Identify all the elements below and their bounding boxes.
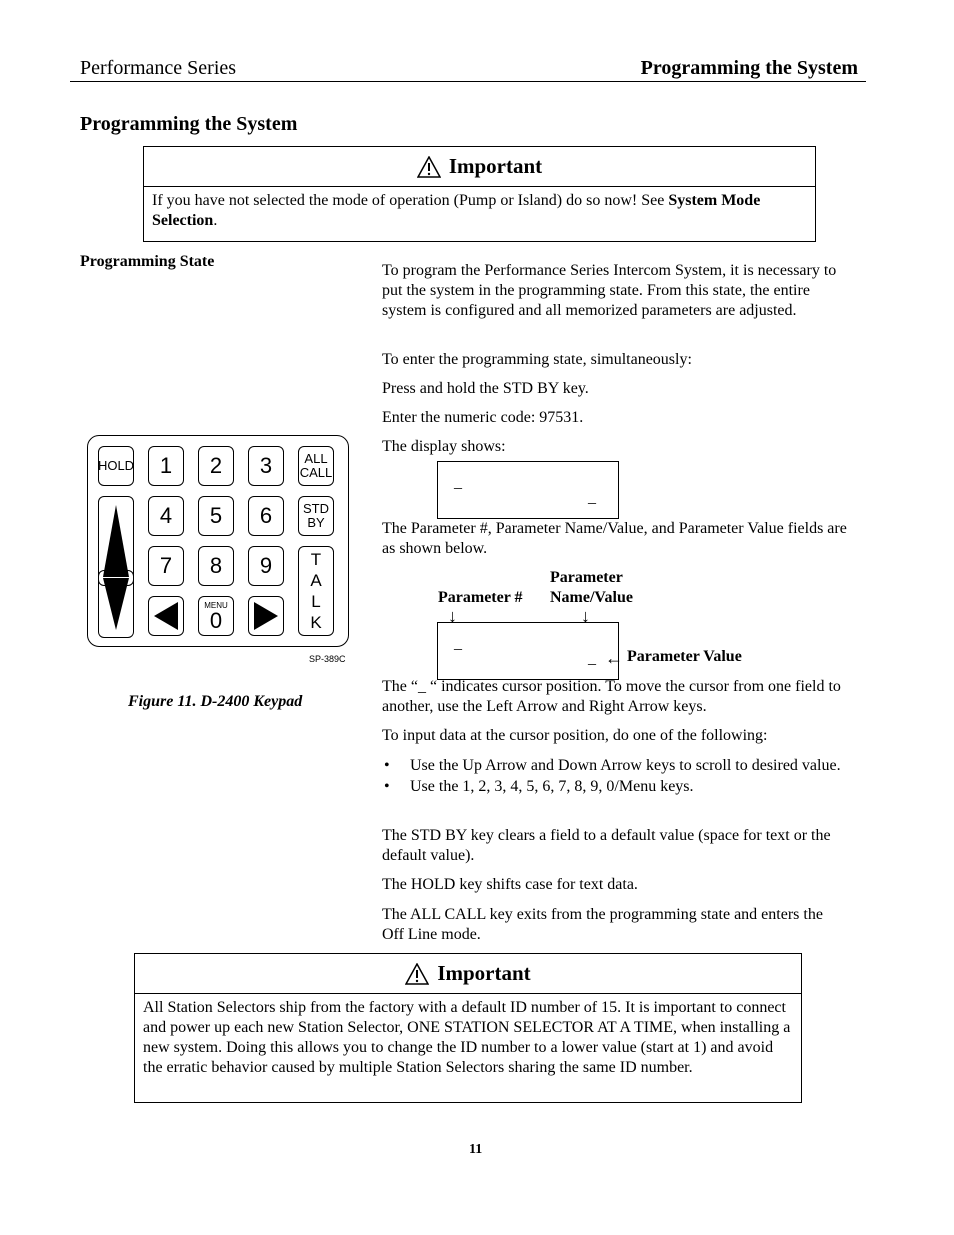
right-arrow-key — [248, 596, 284, 636]
std-by-label-2: BY — [307, 515, 325, 530]
input-methods-list — [382, 756, 842, 798]
display-cursor-2: _ — [588, 489, 596, 506]
para-stdby: The STD BY key clears a field to a default value (space for text or the default value). — [382, 827, 831, 864]
display-example-1 — [437, 461, 619, 519]
d2400-keypad-figure — [87, 435, 349, 647]
all-call-label-1: ALL — [304, 451, 328, 466]
std-by-label-1: STD — [303, 501, 329, 516]
key-2-label: 2 — [209, 453, 223, 478]
down-arrow-key — [98, 570, 134, 638]
key-9-label: 9 — [259, 553, 273, 578]
key-6-label: 6 — [259, 503, 273, 528]
para-allcall: The ALL CALL key exits from the programming state and enters the Off Line mode. — [382, 906, 823, 943]
important-box-2-title — [135, 954, 801, 994]
param-number-label: Parameter # — [438, 589, 523, 606]
para-input-data: To input data at the cursor position, do one of the following: — [382, 727, 768, 744]
page-number: 11 — [469, 1142, 483, 1157]
talk-key — [298, 546, 334, 636]
figure-caption: Figure 11. D-2400 Keypad — [128, 693, 303, 710]
list-item: • Use the 1, 2, 3, 4, 5, 6, 7, 8, 9, 0/Menu keys. — [382, 777, 842, 797]
key-7-label: 7 — [159, 553, 173, 578]
list-item: • Use the Up Arrow and Down Arrow keys to scroll to desired value. — [382, 756, 842, 776]
key-9 — [248, 546, 284, 586]
key-3 — [248, 446, 284, 486]
arrow-down-icon: ↓ — [581, 606, 590, 626]
key-1-label: 1 — [159, 453, 173, 478]
warning-triangle-icon — [417, 156, 441, 178]
key-4 — [148, 496, 184, 536]
key-2 — [198, 446, 234, 486]
std-by-key — [298, 496, 334, 536]
para-cursor-position: The “_ “ indicates cursor position. To move the cursor from one field to another, use the Left Arrow and Right Arrow keys. — [382, 678, 841, 715]
arrow-left-icon: ← — [605, 648, 623, 668]
para-numeric-code: Enter the numeric code: 97531. — [382, 409, 584, 426]
param-value-label: Parameter Value — [627, 648, 742, 665]
para-press-hold: Press and hold the STD BY key. — [382, 380, 589, 397]
display-cursor-1: _ — [454, 635, 462, 652]
zero-menu-key — [198, 596, 234, 636]
key-8-label: 8 — [209, 553, 223, 578]
para-enter-state: To enter the programming state, simultaneously: — [382, 351, 692, 368]
talk-label-k: K — [310, 613, 322, 632]
key-7 — [148, 546, 184, 586]
header-chapter-title: Programming the System — [640, 57, 858, 79]
section-title: Programming the System — [80, 113, 298, 135]
important-box-1-text-a: If you have not selected the mode of operation (Pump or Island) do so now! See — [152, 192, 669, 209]
key-6 — [248, 496, 284, 536]
para-hold: The HOLD key shifts case for text data. — [382, 876, 638, 893]
all-call-label-2: CALL — [299, 465, 333, 480]
left-arrow-key — [148, 596, 184, 636]
para-display-shows: The display shows: — [382, 438, 506, 455]
programming-state-label: Programming State — [80, 253, 215, 270]
key-5-label: 5 — [209, 503, 223, 528]
important-box-2 — [134, 953, 802, 1103]
menu-label: MENU — [204, 600, 228, 610]
header-rule — [70, 81, 866, 82]
all-call-key — [298, 446, 334, 486]
important-box-2-heading: Important — [437, 961, 531, 985]
important-box-1-heading: Important — [448, 154, 543, 178]
important-box-2-text: All Station Selectors ship from the factory with a default ID number of 15. It is important to connect and power up each new Station Selector, ONE STATION SELECTOR AT A TIME, when installing a new system. Doing this allows you to change the ID number to a lower value (start at 1) and avoid the erratic behavior caused by multiple Station Selectors sharing the same ID number. — [143, 999, 791, 1076]
important-box-1-text-c: . — [213, 212, 218, 229]
display-example-2 — [437, 622, 619, 680]
important-box-1-title — [144, 147, 815, 187]
warning-triangle-icon — [405, 963, 429, 985]
right-arrow-icon — [251, 600, 281, 632]
talk-label-t: T — [310, 550, 322, 569]
left-arrow-icon — [151, 600, 181, 632]
up-arrow-icon — [101, 501, 131, 581]
hold-key — [98, 446, 134, 486]
talk-label-a: A — [310, 571, 322, 590]
key-0-label: 0 — [209, 607, 223, 633]
key-5 — [198, 496, 234, 536]
key-8 — [198, 546, 234, 586]
param-name-label-line2: Name/Value — [550, 589, 633, 606]
figure-part-number: SP-389C — [309, 654, 346, 664]
important-box-1 — [143, 146, 816, 242]
hold-key-label: HOLD — [97, 458, 135, 473]
important-box-1-text — [144, 187, 815, 235]
para-fields: The Parameter #, Parameter Name/Value, and Parameter Value fields are as shown below. — [382, 520, 847, 557]
header-series-title: Performance Series — [80, 57, 237, 79]
display-cursor-2: _ — [588, 650, 596, 667]
display-cursor-1: _ — [454, 474, 462, 491]
key-4-label: 4 — [159, 503, 173, 528]
system-mode-selection-ref: System Mode Selection — [152, 192, 761, 229]
arrow-down-icon: ↓ — [448, 606, 457, 626]
down-arrow-icon — [101, 574, 131, 634]
talk-label-l: L — [311, 592, 321, 611]
key-1 — [148, 446, 184, 486]
param-name-label-line1: Parameter — [550, 569, 623, 586]
key-3-label: 3 — [259, 453, 273, 478]
para-intro: To program the Performance Series Intercom System, it is necessary to put the system in the programming state. From this state, the entire system is configured and all memorized parameters are adjusted. — [382, 262, 837, 319]
